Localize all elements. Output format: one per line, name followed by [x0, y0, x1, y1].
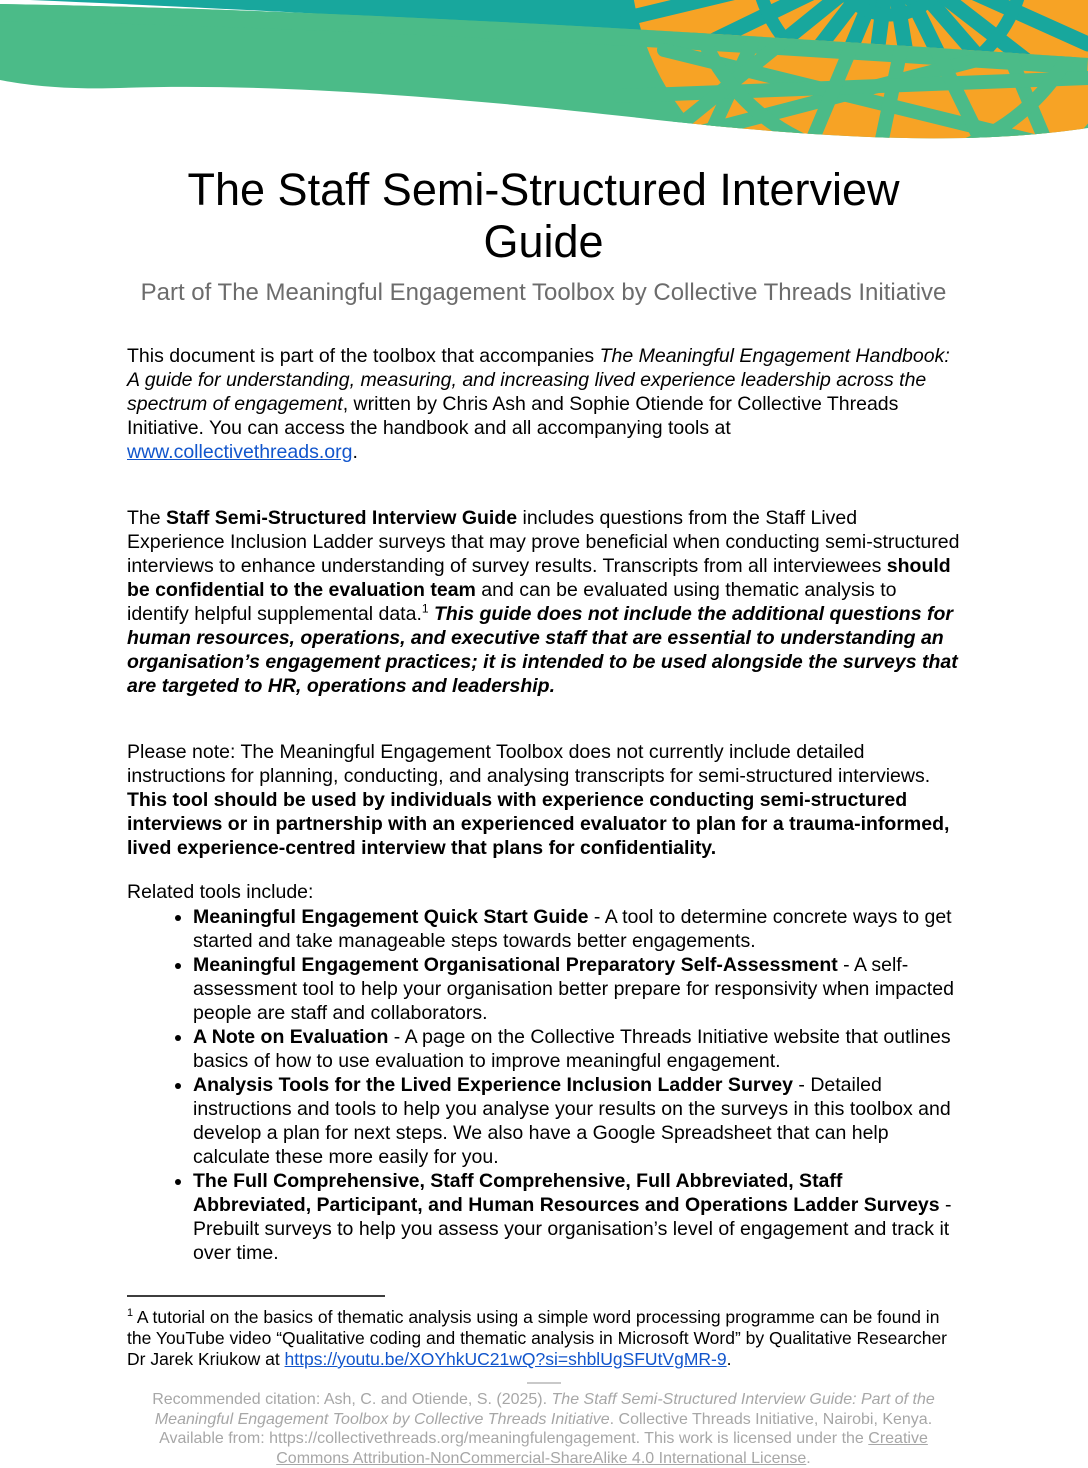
- related-tool-item: [193, 953, 960, 1025]
- text-segment: The Meaningful Engagement Handbook: A guide for understanding, measuring, and increasing lived experience leadership across the spectrum of engagement: [127, 345, 950, 415]
- text-segment: This document is part of the toolbox that accompanies: [127, 345, 600, 367]
- text-segment: . Collective Threads Initiative, Nairobi, Kenya. Available from: https://collectivethreads.org/meaningfulengagement. This work is licensed under the: [159, 1410, 933, 1447]
- text-segment: The: [127, 507, 167, 529]
- text-segment: This guide does not include the additional questions for human resources, operations, and executive staff that are essential to understanding an organisation’s engagement practices; it is intended to be used alongside the surveys that are targeted to HR, operations and leadership.: [127, 603, 958, 697]
- footnote-reference: 1: [421, 601, 429, 616]
- text-segment: Meaningful Engagement Organisational Preparatory Self-Assessment: [193, 954, 838, 976]
- recommended-citation: [127, 1390, 960, 1468]
- text-segment: , written by Chris Ash and Sophie Otiende for Collective Threads Initiative. You can access the handbook and all accompanying tools at: [127, 393, 899, 439]
- document-page: [0, 164, 1088, 1468]
- footnote-reference: 1: [127, 1307, 134, 1320]
- text-segment: includes questions from the Staff Lived Experience Inclusion Ladder surveys that may prove beneficial when conducting semi-structured interviews to enhance understanding of survey results. Transcripts from all interviewees: [127, 507, 960, 577]
- related-tools-list: [127, 905, 960, 1265]
- hyperlink[interactable]: www.collectivethreads.org: [127, 441, 353, 463]
- text-segment: The Full Comprehensive, Staff Comprehensive, Full Abbreviated, Staff Abbreviated, Participant, and Human Resources and Operations Ladder Surveys: [193, 1170, 940, 1216]
- text-segment: .: [352, 441, 358, 463]
- related-tools-heading: Related tools include:: [127, 881, 314, 903]
- text-segment: A Note on Evaluation: [193, 1026, 389, 1048]
- text-segment: Please note: The Meaningful Engagement Toolbox does not currently include detailed instructions for planning, conducting, and analysing transcripts for semi-structured interviews.: [127, 741, 931, 787]
- paragraph-intro: [127, 344, 960, 464]
- related-tool-item: [193, 905, 960, 953]
- text-segment: .: [726, 1349, 732, 1369]
- text-segment: Staff Semi-Structured Interview Guide: [166, 507, 518, 529]
- footnote-separator: [127, 1295, 385, 1297]
- related-tool-item: [193, 1073, 960, 1169]
- hyperlink[interactable]: https://youtu.be/XOYhkUC21wQ?si=shblUgSFUtVgMR-9: [284, 1349, 727, 1369]
- text-segment: - Detailed instructions and tools to help you analyse your results on the surveys in this toolbox and develop a plan for next steps. We also have a Google Spreadsheet that can help calculate these more easily for you.: [193, 1074, 951, 1168]
- text-segment: A tutorial on the basics of thematic analysis using a simple word processing programme can be found in the YouTube video “Qualitative coding and thematic analysis in Microsoft Word” by Qualitative Researcher Dr Jarek Kriukow at: [127, 1307, 948, 1369]
- text-segment: .: [806, 1449, 811, 1467]
- text-segment: Analysis Tools for the Lived Experience Inclusion Ladder Survey: [193, 1074, 793, 1096]
- hyperlink[interactable]: Creative Commons Attribution-NonCommercial-ShareAlike 4.0 International License: [276, 1430, 928, 1467]
- text-segment: The Staff Semi-Structured Interview Guide: Part of the Meaningful Engagement Toolbox by Collective Threads Initiative: [154, 1391, 935, 1428]
- citation-divider: [527, 1382, 561, 1384]
- related-tool-item: [193, 1169, 960, 1265]
- page-subtitle: Part of The Meaningful Engagement Toolbox by Collective Threads Initiative: [140, 279, 947, 306]
- text-segment: - A page on the Collective Threads Initiative website that outlines basics of how to use evaluation to improve meaningful engagement.: [193, 1026, 951, 1072]
- text-segment: Recommended citation: Ash, C. and Otiende, S. (2025).: [152, 1391, 552, 1408]
- page-title: The Staff Semi-Structured Interview Guide: [187, 164, 900, 267]
- text-segment: This tool should be used by individuals with experience conducting semi-structured interviews or in partnership with an experienced evaluator to plan for a trauma-informed, lived experience-centred interview that plans for confidentiality.: [127, 789, 950, 859]
- footnote-text: [127, 1307, 960, 1370]
- text-segment: - Prebuilt surveys to help you assess your organisation’s level of engagement and track it over time.: [193, 1194, 952, 1264]
- paragraph-guide-description: [127, 506, 960, 698]
- text-segment: - A self-assessment tool to help your organisation better prepare for responsivity when impacted people are staff and collaborators.: [193, 954, 954, 1024]
- text-segment: - A tool to determine concrete ways to get started and take manageable steps towards better engagements.: [193, 906, 952, 952]
- text-segment: Meaningful Engagement Quick Start Guide: [193, 906, 589, 928]
- paragraph-please-note: [127, 740, 960, 860]
- text-segment: and can be evaluated using thematic analysis to identify helpful supplemental data.: [127, 579, 897, 625]
- text-segment: should be confidential to the evaluation team: [127, 555, 951, 601]
- related-tool-item: [193, 1025, 960, 1073]
- header-wave-graphic: [0, 0, 1088, 150]
